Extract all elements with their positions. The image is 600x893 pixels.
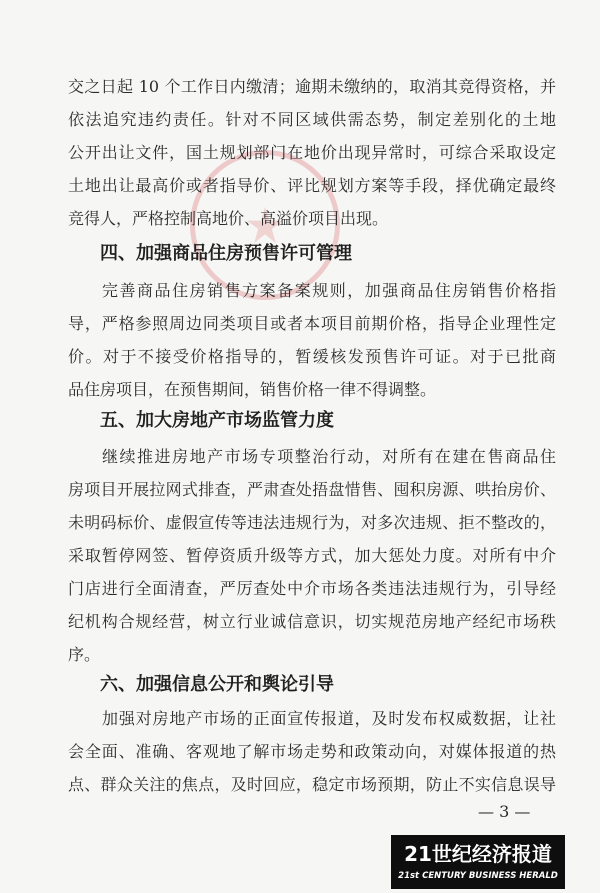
text-line: 采取暂停网签、暂停资质升级等方式，加大惩处力度。对所有中介 <box>68 546 556 565</box>
logo-english: 21st CENTURY BUSINESS HERALD <box>398 871 558 881</box>
text-line: 土地出让最高价或者指导价、评比规划方案等手段，择优确定最终 <box>68 176 556 195</box>
paragraph-market-supervision <box>68 440 556 671</box>
text-line: 价。对于不接受价格指导的，暂缓核发预售许可证。对于已批商 <box>68 347 556 366</box>
text-line: 品住房项目，在预售期间，销售价格一律不得调整。 <box>68 380 437 399</box>
paragraph-public-info <box>68 702 556 801</box>
text-line: 公开出让文件，国土规划部门在地价出现异常时，可综合采取设定 <box>68 143 556 162</box>
text-line: 依法追究违约责任。针对不同区域供需态势，制定差别化的土地 <box>68 110 556 129</box>
text-line: 未明码标价、虚假宣传等违法违规行为，对多次违规、拒不整改的， <box>68 513 556 532</box>
text-line: 交之日起 10 个工作日内缴清；逾期未缴纳的，取消其竞得资格，并 <box>68 77 556 96</box>
text-line: 点、群众关注的焦点，及时回应，稳定市场预期，防止不实信息误导 <box>68 775 556 794</box>
paragraph-presale-permit <box>68 274 556 406</box>
text-line: 加强对房地产市场的正面宣传报道，及时发布权威数据，让社 <box>102 709 556 728</box>
text-line: 完善商品住房销售方案备案规则，加强商品住房销售价格指 <box>102 281 556 300</box>
section-heading-5: 五、加大房地产市场监管力度 <box>100 410 334 431</box>
watermark-logo <box>391 835 565 889</box>
section-heading-6: 六、加强信息公开和舆论引导 <box>100 674 334 695</box>
paragraph-land-transfer <box>68 70 556 235</box>
text-line: 纪机构合规经营，树立行业诚信意识，切实规范房地产经纪市场秩 <box>68 612 556 631</box>
page-number: — 3 — <box>478 802 531 821</box>
text-line: 导，严格参照周边同类项目或者本项目前期价格，指导企业理性定 <box>68 314 556 333</box>
text-line: 房项目开展拉网式排查，严肃查处捂盘惜售、囤积房源、哄抬房价、 <box>68 480 556 499</box>
text-line: 门店进行全面清查，严厉查处中介市场各类违法违规行为，引导经 <box>68 579 556 598</box>
text-line: 序。 <box>68 645 101 664</box>
text-line: 竞得人，严格控制高地价、高溢价项目出现。 <box>68 209 389 228</box>
section-heading-4: 四、加强商品住房预售许可管理 <box>100 243 352 264</box>
logo-chinese: 21世纪经济报道 <box>404 842 552 866</box>
text-line: 继续推进房地产市场专项整治行动，对所有在建在售商品住 <box>102 447 556 466</box>
text-line: 会全面、准确、客观地了解市场走势和政策动向，对媒体报道的热 <box>68 742 556 761</box>
